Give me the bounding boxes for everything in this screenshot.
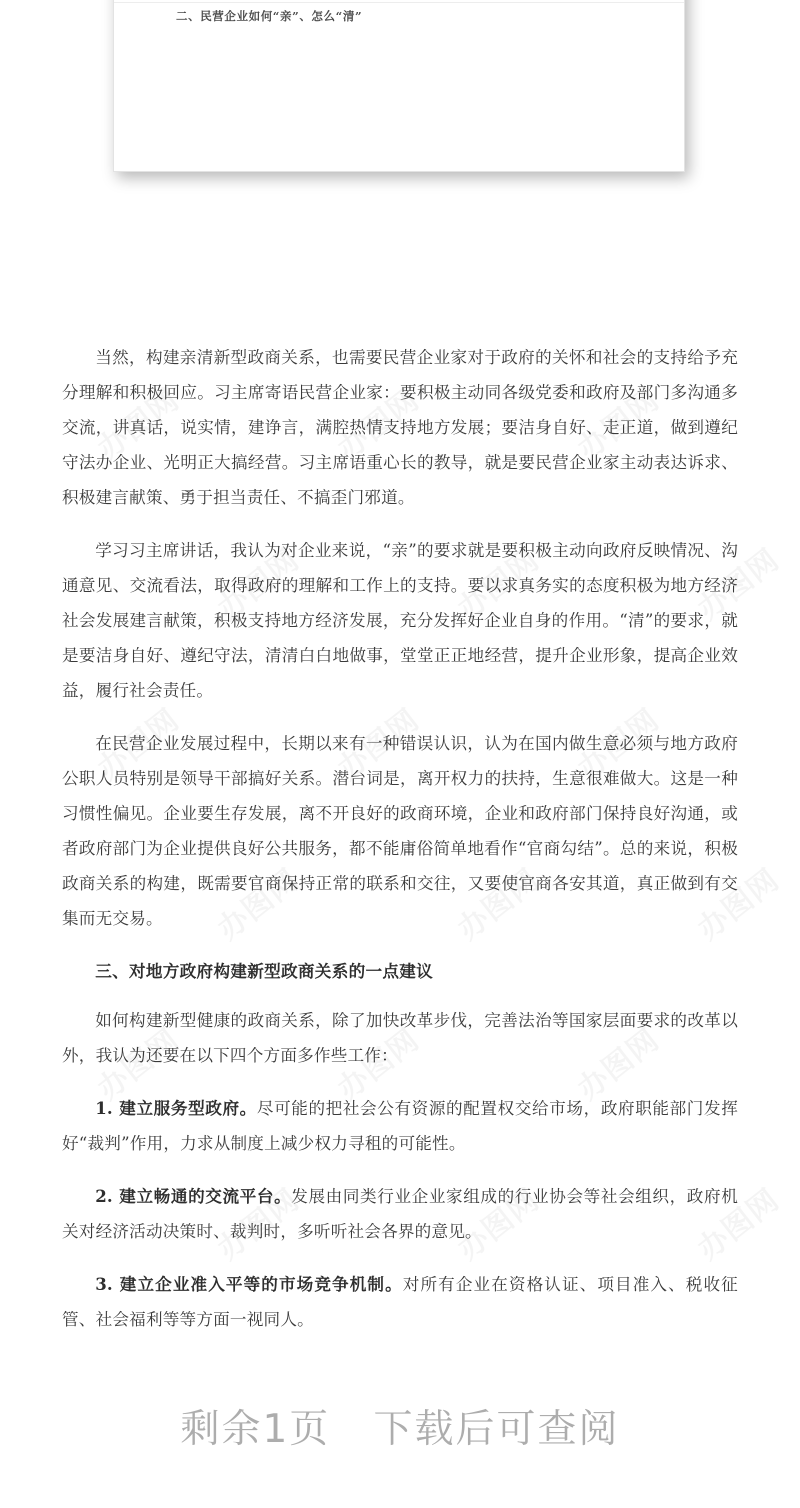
document-page-card-top bbox=[113, 0, 685, 172]
paragraph-item-3 bbox=[0, 1267, 800, 1337]
paragraph-p1: 当然，构建亲清新型政商关系，也需要民营企业家对于政府的关怀和社会的支持给予充分理解和积极回应。习主席寄语民营企业家：要积极主动同各级党委和政府及部门多沟通多交流，讲真话，说实情，建诤言，满腔热情支持地方发展；要洁身自好、走正道，做到遵纪守法办企业、光明正大搞经营。习主席语重心长的教导，就是要民营企业家主动表达诉求、积极建言献策、勇于担当责任、不搞歪门邪道。 bbox=[62, 348, 738, 507]
section-heading-three: 三、对地方政府构建新型政商关系的一点建议 bbox=[95, 961, 434, 981]
item-2-text: 发展由同类行业企业家组成的行业协会等社会组织，政府机关对经济活动决策时、裁判时，多听听社会各界的意见。 bbox=[62, 1187, 738, 1241]
remaining-pages-banner: 剩余1页 下载后可查阅 bbox=[180, 1407, 620, 1452]
paragraph-item-1 bbox=[0, 1091, 800, 1161]
item-1-text: 尽可能的把社会公有资源的配置权交给市场，政府职能部门发挥好“裁判”作用，力求从制度上减少权力寻租的可能性。 bbox=[62, 1099, 738, 1153]
paragraph-p3: 在民营企业发展过程中，长期以来有一种错误认识，认为在国内做生意必须与地方政府公职人员特别是领导干部搞好关系。潜台词是，离开权力的扶持，生意很难做大。这是一种习惯性偏见。企业要生存发展，离不开良好的政商环境，企业和政府部门保持良好沟通，或者政府部门为企业提供良好公共服务，都不能庸俗简单地看作“官商勾结”。总的来说，积极政商关系的构建，既需要官商保持正常的联系和交往，又要使官商各安其道，真正做到有交集而无交易。 bbox=[62, 734, 738, 928]
item-3-lead: 3. 建立企业准入平等的市场竞争机制。 bbox=[95, 1274, 403, 1294]
section-heading-two: 二、民营企业如何“亲”、怎么“清” bbox=[176, 9, 363, 23]
item-3-text: 对所有企业在资格认证、项目准入、税收征管、社会福利等等方面一视同人。 bbox=[62, 1275, 738, 1329]
paragraph-p2: 学习习主席讲话，我认为对企业来说，“亲”的要求就是要积极主动向政府反映情况、沟通意见、交流看法，取得政府的理解和工作上的支持。要以求真务实的态度积极为地方经济社会发展建言献策，积极支持地方经济发展，充分发挥好企业自身的作用。“清”的要求，就是要洁身自好、遵纪守法，清清白白地做事，堂堂正正地经营，提升企业形象，提高企业效益，履行社会责任。 bbox=[62, 541, 738, 700]
card-divider bbox=[114, 2, 684, 3]
item-1-lead: 1. 建立服务型政府。 bbox=[95, 1098, 257, 1118]
paragraph-p4: 如何构建新型健康的政商关系，除了加快改革步伐，完善法治等国家层面要求的改革以外，我认为还要在以下四个方面多作些工作： bbox=[62, 1011, 738, 1065]
document-body bbox=[0, 340, 800, 1355]
paragraph-item-2 bbox=[0, 1179, 800, 1249]
item-2-lead: 2. 建立畅通的交流平台。 bbox=[95, 1186, 292, 1206]
